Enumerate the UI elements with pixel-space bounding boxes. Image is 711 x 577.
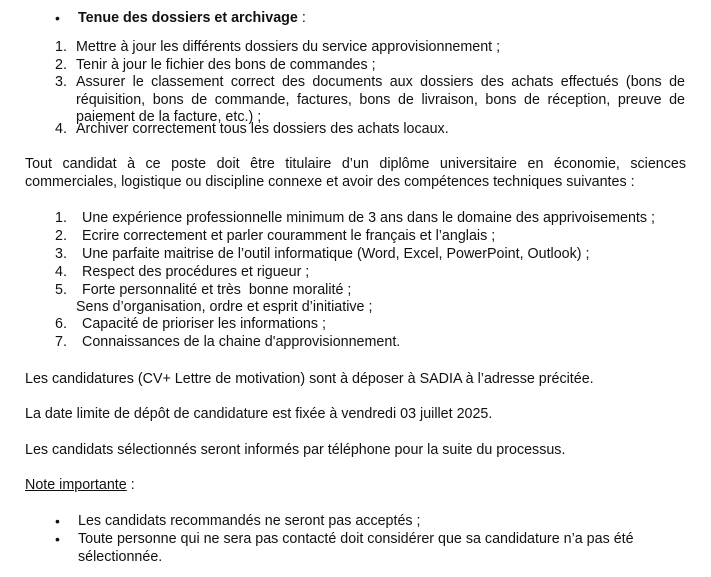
requirement-item: Capacité de prioriser les informations ; — [82, 316, 326, 332]
requirement-item: Forte personnalité et très bonne moralité ; — [82, 282, 352, 298]
note-title: Note importante : — [25, 477, 135, 493]
list-number: 3. — [55, 246, 67, 262]
requirements-intro: Tout candidat à ce poste doit être titulaire d’un diplôme universitaire en économie, sciences commerciales, logistique ou discipline connexe et avoir des compétences techniques suivantes : — [25, 156, 686, 190]
list-number: 4. — [55, 121, 67, 137]
archive-item: Mettre à jour les différents dossiers du service approvisionnement ; — [76, 39, 501, 55]
bullet-icon: • — [55, 10, 60, 26]
list-number: 2. — [55, 228, 67, 244]
list-number: 7. — [55, 334, 67, 350]
note-item: Les candidats recommandés ne seront pas acceptés ; — [78, 513, 421, 529]
list-number: 1. — [55, 39, 67, 55]
archive-item: Tenir à jour le fichier des bons de commandes ; — [76, 57, 376, 73]
requirement-item: Une parfaite maitrise de l’outil informatique (Word, Excel, PowerPoint, Outlook) ; — [82, 246, 590, 262]
list-number: 2. — [55, 57, 67, 73]
bullet-icon: • — [55, 513, 60, 529]
list-number: 4. — [55, 264, 67, 280]
list-number: 6. — [55, 316, 67, 332]
requirement-item: Connaissances de la chaine d'approvisionnement. — [82, 334, 401, 350]
list-number: 5. — [55, 282, 67, 298]
list-number: 3. — [55, 74, 67, 90]
selection-paragraph: Les candidats sélectionnés seront informés par téléphone pour la suite du processus. — [25, 442, 566, 458]
deadline-paragraph: La date limite de dépôt de candidature est fixée à vendredi 03 juillet 2025. — [25, 406, 493, 422]
section-title-archive: Tenue des dossiers et archivage : — [78, 10, 306, 26]
bullet-icon: • — [55, 531, 60, 547]
requirement-item: Respect des procédures et rigueur ; — [82, 264, 310, 280]
requirement-item: Ecrire correctement et parler couramment le français et l’anglais ; — [82, 228, 496, 244]
archive-item: Archiver correctement tous les dossiers des achats locaux. — [76, 121, 449, 137]
note-item: Toute personne qui ne sera pas contacté doit considérer que sa candidature n’a pas été sélectionnée. — [78, 531, 634, 565]
applications-paragraph: Les candidatures (CV+ Lettre de motivation) sont à déposer à SADIA à l’adresse précitée. — [25, 371, 594, 387]
requirement-item: Une expérience professionnelle minimum de 3 ans dans le domaine des apprivoisements ; — [82, 210, 655, 226]
archive-item: Assurer le classement correct des documents aux dossiers des achats effectués (bons de réquisition, bons de commande, factures, bons de livraison, bons de réception, preuve de paiement de la facture, etc.) ; — [76, 74, 685, 125]
list-number: 1. — [55, 210, 67, 226]
requirement-item: Sens d’organisation, ordre et esprit d’initiative ; — [76, 299, 373, 315]
